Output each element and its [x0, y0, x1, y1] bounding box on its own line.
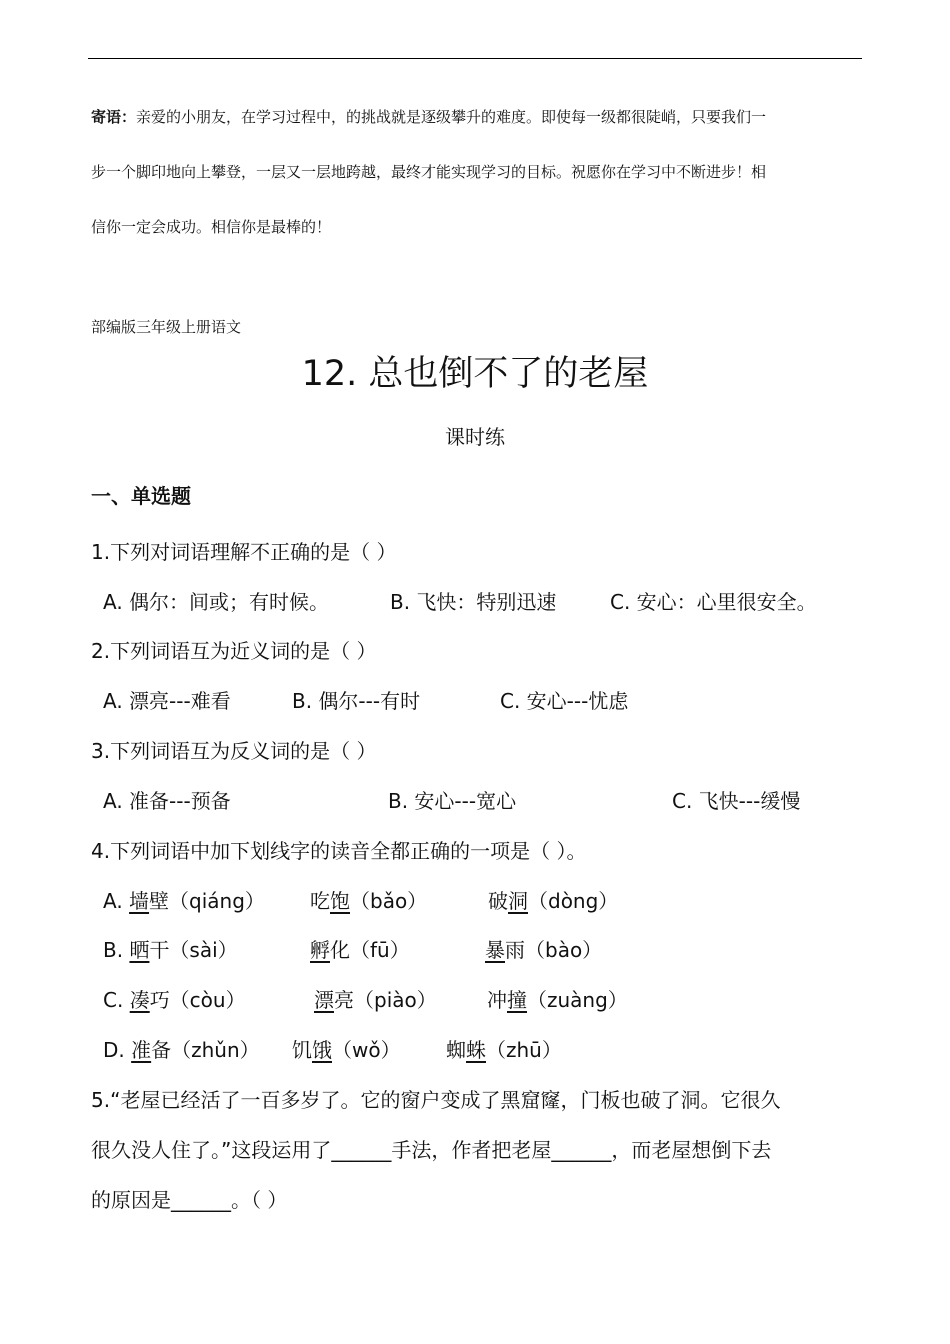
header-rule	[88, 58, 862, 59]
question-3-option-b: B. 安心---宽心	[388, 789, 517, 813]
question-5-line-2: 很久没人住了。”这段运用了______手法，作者把老屋______，而老屋想倒下去	[91, 1138, 772, 1162]
underlined-char: 洞	[508, 889, 528, 913]
underlined-char: 墙	[129, 889, 150, 913]
question-4-option-d-word-2: 饥饿（wǒ）	[292, 1038, 401, 1062]
question-4-option-c-word-3: 冲撞（zuàng）	[487, 988, 628, 1012]
question-2-option-c: C. 安心---忧虑	[500, 689, 629, 713]
option-letter: A.	[103, 889, 123, 913]
question-4-option-d	[103, 1036, 260, 1064]
question-2-stem: 2.下列词语互为近义词的是（ ）	[91, 639, 377, 663]
option-letter: C.	[103, 988, 124, 1012]
question-4-stem: 4.下列词语中加下划线字的读音全都正确的一项是（ ）。	[91, 839, 587, 863]
question-5-line-3: 的原因是______。（ ）	[91, 1188, 288, 1212]
underlined-char: 漂	[314, 988, 334, 1012]
note-text-3: 信你一定会成功。相信你是最棒的！	[91, 218, 332, 236]
option-letter: D.	[103, 1038, 125, 1062]
question-3-option-c: C. 飞快---缓慢	[672, 789, 801, 813]
question-4-option-a-word-2: 吃饱（bǎo）	[310, 889, 428, 913]
underlined-char: 撞	[507, 988, 527, 1012]
underlined-char: 饿	[312, 1038, 332, 1062]
question-2-option-b: B. 偶尔---有时	[292, 689, 421, 713]
question-4-option-c	[103, 986, 246, 1014]
word-item: 准备（zhǔn）	[131, 1038, 260, 1062]
option-letter: B.	[103, 938, 124, 962]
underlined-char: 蛛	[466, 1038, 486, 1062]
underlined-char: 准	[131, 1038, 152, 1062]
question-1-option-a: A. 偶尔：间或；有时候。	[103, 590, 330, 614]
question-4-option-a-word-3: 破洞（dòng）	[488, 889, 619, 913]
question-3-stem: 3.下列词语互为反义词的是（ ）	[91, 739, 377, 763]
question-4-option-b-word-2: 孵化（fū）	[310, 938, 410, 962]
question-5-line-1: 5.“老屋已经活了一百多岁了。它的窗户变成了黑窟窿，门板也破了洞。它很久	[91, 1088, 781, 1112]
note-label: 寄语：	[91, 108, 137, 126]
question-1-stem: 1.下列对词语理解不正确的是（ ）	[91, 540, 397, 564]
note-text-1: 亲爱的小朋友，在学习过程中，的挑战就是逐级攀升的难度。即使每一级都很陡峭，只要我们一	[136, 108, 767, 126]
underlined-char: 晒	[129, 938, 150, 962]
note-line-1	[91, 107, 861, 127]
question-4-option-b-word-3: 暴雨（bào）	[485, 938, 603, 962]
question-4-option-b	[103, 936, 238, 964]
page-title: 12. 总也倒不了的老屋	[301, 354, 649, 394]
note-line-3	[91, 217, 861, 237]
word-item: 凑巧（còu）	[129, 988, 246, 1012]
word-item: 墙壁（qiáng）	[129, 889, 265, 913]
underlined-char: 饱	[330, 889, 350, 913]
subject-label: 部编版三年级上册语文	[91, 318, 242, 336]
page-subtitle: 课时练	[445, 425, 505, 449]
underlined-char: 暴	[485, 938, 505, 962]
underlined-char: 孵	[310, 938, 330, 962]
question-3-option-a: A. 准备---预备	[103, 789, 231, 813]
word-item: 晒干（sài）	[129, 938, 238, 962]
question-1-option-b: B. 飞快：特别迅速	[390, 590, 557, 614]
note-line-2	[91, 162, 861, 182]
underlined-char: 凑	[129, 988, 150, 1012]
question-1-option-c: C. 安心：心里很安全。	[610, 590, 817, 614]
section-heading: 一、单选题	[91, 484, 191, 508]
question-4-option-d-word-3: 蜘蛛（zhū）	[446, 1038, 562, 1062]
question-4-option-c-word-2: 漂亮（piào）	[314, 988, 437, 1012]
note-text-2: 步一个脚印地向上攀登，一层又一层地跨越，最终才能实现学习的目标。祝愿你在学习中不断进步！相	[91, 163, 767, 181]
question-4-option-a	[103, 887, 265, 915]
question-2-option-a: A. 漂亮---难看	[103, 689, 231, 713]
